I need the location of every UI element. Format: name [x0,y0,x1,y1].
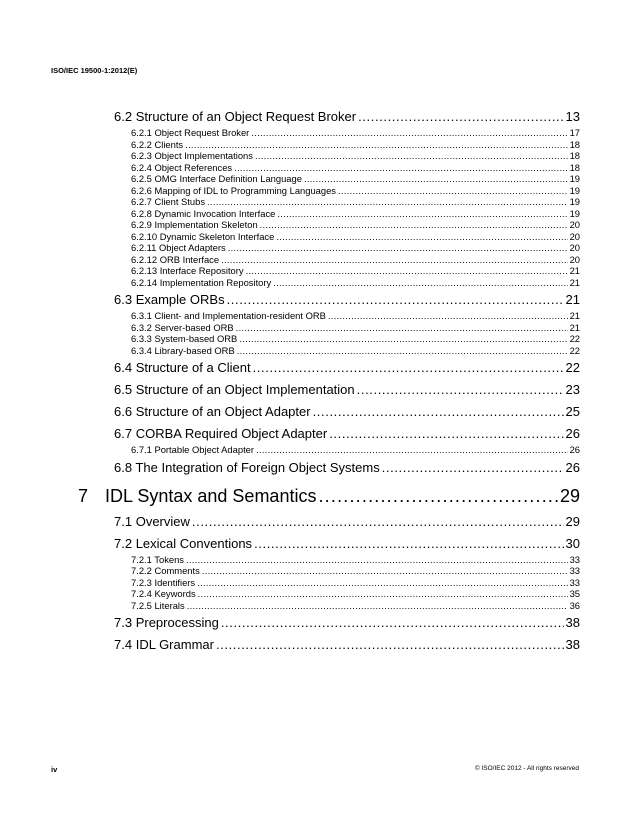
toc-entry-title-text: Client Stubs [154,196,206,207]
dot-leader [382,460,564,475]
toc-entry-page: 26 [565,426,580,441]
toc-entry-level-3[interactable] [131,554,580,566]
toc-entry-level-2[interactable] [114,536,580,554]
toc-entry-number: 6.2.11 [131,242,157,253]
dot-leader [202,565,568,576]
toc-entry-page: 13 [565,109,580,124]
toc-entry-number: 6.3.2 [131,321,152,333]
toc-entry-number: 6.2.1 [131,127,152,138]
toc-entry-title-text: Example ORBs [135,292,225,307]
toc-entry-level-3[interactable] [131,162,580,174]
toc-entry-title [131,277,271,288]
toc-entry-title [131,588,196,599]
dot-leader [198,588,568,599]
dot-leader [273,277,567,288]
toc-entry-title [114,536,252,551]
toc-entry-title-text: Preprocessing [135,615,219,630]
toc-entry-level-3[interactable] [131,185,580,197]
dot-leader [256,444,568,455]
toc-entry-title [114,360,251,375]
toc-entry-title-text: Overview [135,513,190,529]
dot-leader [276,231,567,242]
toc-entry-number: 6.2.13 [131,265,158,276]
toc-entry-number: 6.8 [114,459,133,475]
toc-entry-title [114,404,311,419]
dot-leader [207,196,568,207]
toc-entry-title-text: Identifiers [154,576,196,588]
toc-entry-title-text: Object Adapters [158,242,226,253]
toc-entry-number: 7.2.4 [131,588,152,599]
dot-leader [221,615,564,630]
toc-entry-level-2[interactable] [114,637,580,655]
dot-leader [216,637,564,652]
toc-entry-title-text: Object References [154,161,233,173]
dot-leader [318,486,558,507]
dot-leader [228,242,568,253]
toc-entry-title-text: Object Implementations [154,150,253,161]
toc-entry-title [131,196,205,207]
toc-entry-title [131,577,195,588]
toc-entry-title-text: Literals [154,599,185,611]
page-number-footer: iv [51,765,58,774]
toc-entry-level-3[interactable] [131,231,580,243]
toc-entry-title-text: Implementation Repository [159,276,272,288]
toc-entry-number: 6.2.6 [131,184,152,196]
toc-entry-page: 22 [565,360,580,375]
toc-entry-page: 38 [565,615,580,630]
document-id-header: ISO/IEC 19500-1:2012(E) [51,66,138,75]
toc-entry-title-text: Dynamic Invocation Interface [154,207,276,219]
toc-entry-title [131,127,249,138]
toc-entry-level-3[interactable] [131,588,580,600]
toc-entry-page: 29 [559,485,580,506]
toc-entry-page: 22 [569,333,580,344]
toc-entry-level-2[interactable] [114,460,580,478]
toc-entry-page: 20 [569,219,580,230]
dot-leader [253,360,564,375]
toc-entry-number: 7.3 [114,615,133,630]
toc-entry-number: 7.1 [114,513,133,529]
toc-entry-title-text: Implementation Skeleton [154,219,258,230]
toc-entry-title [131,242,226,253]
toc-entry-page: 35 [569,588,580,599]
toc-entry-title-text: IDL Syntax and Semantics [105,485,317,506]
toc-entry-title [114,514,190,529]
toc-entry-title-text: Server-based ORB [154,321,234,333]
toc-entry-title-text: Interface Repository [159,265,244,276]
toc-entry-title-text: Lexical Conventions [135,535,253,551]
toc-entry-page: 25 [565,404,580,419]
toc-entry-title-text: Library-based ORB [154,344,235,356]
toc-entry-page: 36 [569,599,580,611]
toc-entry-page: 26 [569,444,580,455]
dot-leader [197,577,567,588]
toc-entry-title-text: Clients [154,138,184,150]
toc-entry-title [114,382,355,397]
toc-entry-title [131,162,232,173]
toc-entry-number: 6.2.4 [131,161,152,173]
toc-entry-page: 17 [569,127,580,138]
toc-entry-page: 21 [569,265,580,276]
toc-entry-number: 7.2.5 [131,599,152,611]
toc-entry-page: 38 [565,637,580,652]
dot-leader [246,265,568,276]
toc-entry-level-3[interactable] [131,150,580,162]
toc-entry-page: 33 [569,576,580,588]
toc-entry-page: 21 [569,276,580,288]
toc-entry-number: 7.2.2 [131,565,152,576]
toc-entry-number: 6.2.3 [131,150,152,161]
toc-entry-title-text: CORBA Required Object Adapter [135,426,328,441]
toc-entry-title [114,637,214,652]
toc-entry-title-text: The Integration of Foreign Object Systems [135,459,380,475]
toc-entry-number: 6.2.7 [131,196,152,207]
dot-leader [187,600,568,611]
toc-entry-number: 6.3.3 [131,333,152,344]
toc-entry-page: 19 [569,184,580,196]
toc-entry-title-text: Tokens [154,553,184,565]
toc-entry-title-text: Object Request Broker [154,127,250,138]
toc-entry-page: 18 [569,138,580,150]
toc-entry-page: 18 [569,150,580,161]
toc-entry-title-text: Dynamic Skeleton Interface [159,230,275,242]
dot-leader [254,536,563,551]
toc-entry-level-3[interactable] [131,345,580,357]
toc-entry-title [114,292,225,307]
toc-entry-level-3[interactable] [131,196,580,208]
toc-entry-title-text: Structure of an Object Implementation [135,382,355,397]
copyright-footer: © ISO/IEC 2012 - All rights reserved [474,765,579,772]
toc-entry-title [131,219,258,230]
toc-entry-title [131,444,254,455]
toc-entry-title [114,426,327,441]
toc-entry-level-3[interactable] [131,565,580,577]
toc-entry-number: 6.3 [114,292,133,307]
toc-entry-title-text: Mapping of IDL to Programming Languages [154,184,336,196]
toc-entry-level-3[interactable] [131,208,580,220]
dot-leader [329,426,563,441]
toc-entry-number: 6.2 [114,109,133,124]
toc-entry-number: 6.2.10 [131,230,158,242]
toc-entry-level-3[interactable] [131,444,580,456]
toc-entry-number: 7.2.1 [131,553,152,565]
toc-entry-page: 19 [569,207,580,219]
toc-entry-level-3[interactable] [131,333,580,345]
toc-entry-level-2[interactable] [114,382,580,400]
dot-leader [338,185,568,196]
toc-entry-title-text: Keywords [154,588,196,599]
toc-entry-number: 6.2.14 [131,276,158,288]
toc-entry-title-text: Structure of an Object Adapter [135,404,311,419]
toc-entry-page: 19 [569,173,580,184]
toc-entry-title [131,345,235,356]
toc-entry-title [131,310,326,321]
toc-entry-number: 6.3.1 [131,310,152,321]
dot-leader [227,292,564,307]
toc-entry-level-3[interactable] [131,265,580,277]
toc-entry-title-text: Portable Object Adapter [154,444,255,455]
toc-entry-level-3[interactable] [131,219,580,231]
toc-entry-number: 6.6 [114,404,133,419]
toc-entry-title-text: ORB Interface [159,253,220,265]
toc-entry-number: 7.4 [114,637,133,652]
toc-entry-level-2[interactable] [114,514,580,532]
toc-entry-number: 7.2 [114,535,133,551]
toc-entry-title [131,231,274,242]
toc-entry-title-text: Comments [154,565,200,576]
toc-entry-page: 18 [569,161,580,173]
toc-entry-page: 20 [569,242,580,253]
toc-entry-page: 21 [565,292,580,307]
dot-leader [237,345,568,356]
toc-entry-level-3[interactable] [131,322,580,334]
dot-leader [186,554,568,565]
toc-entry-number: 6.5 [114,382,133,397]
dot-leader [277,208,567,219]
toc-entry-page: 33 [569,565,580,576]
toc-entry-number: 6.7 [114,426,133,441]
toc-entry-page: 30 [565,535,580,551]
toc-entry-title [131,185,336,196]
toc-entry-title [131,322,234,333]
toc-entry-title [78,486,316,507]
toc-entry-number: 7.2.3 [131,576,152,588]
toc-entry-title [131,254,219,265]
toc-entry-level-3[interactable] [131,139,580,151]
dot-leader [236,322,568,333]
toc-entry-title [131,150,253,161]
toc-entry-number: 6.4 [114,360,133,375]
toc-entry-title-text: IDL Grammar [135,637,214,652]
dot-leader [304,173,568,184]
toc-entry-number: 6.7.1 [131,444,152,455]
dot-leader [328,310,568,321]
toc-entry-title [131,208,275,219]
toc-entry-page: 23 [565,382,580,397]
toc-entry-title [114,109,356,124]
toc-entry-level-3[interactable] [131,277,580,289]
toc-entry-number: 7 [78,485,89,506]
toc-entry-page: 21 [569,321,580,333]
dot-leader [358,109,563,124]
toc-entry-title [114,460,380,475]
toc-entry-level-3[interactable] [131,127,580,139]
toc-entry-page: 26 [565,459,580,475]
dot-leader [239,333,567,344]
toc-entry-title-text: Client- and Implementation-resident ORB [154,310,326,321]
toc-entry-number: 6.2.5 [131,173,152,184]
dot-leader [357,382,564,397]
toc-entry-title [114,615,219,630]
toc-entry-title [131,265,244,276]
toc-entry-title [131,600,185,611]
toc-entry-number: 6.2.2 [131,138,152,150]
toc-entry-level-3[interactable] [131,242,580,254]
dot-leader [255,150,568,161]
toc-entry-level-3[interactable] [131,600,580,612]
dot-leader [313,404,564,419]
toc-entry-level-2[interactable] [114,360,580,378]
toc-entry-page: 33 [569,553,580,565]
dot-leader [251,127,567,138]
toc-entry-level-3[interactable] [131,254,580,266]
toc-entry-page: 22 [569,344,580,356]
dot-leader [260,219,568,230]
toc-entry-title [131,565,200,576]
toc-entry-number: 6.3.4 [131,344,152,356]
toc-entry-title-text: OMG Interface Definition Language [154,173,302,184]
toc-entry-level-1[interactable] [78,486,580,510]
toc-entry-level-3[interactable] [131,310,580,322]
table-of-contents [0,109,620,655]
toc-entry-level-2[interactable] [114,615,580,633]
toc-entry-title-text: Structure of a Client [135,360,251,375]
dot-leader [234,162,567,173]
toc-entry-level-2[interactable] [114,109,580,127]
toc-entry-page: 21 [569,310,580,321]
toc-entry-page: 29 [565,513,580,529]
toc-entry-title-text: Structure of an Object Request Broker [135,109,357,124]
toc-entry-page: 19 [569,196,580,207]
dot-leader [192,514,564,529]
toc-entry-level-2[interactable] [114,404,580,422]
toc-entry-level-2[interactable] [114,292,580,310]
toc-entry-title [131,139,183,150]
toc-entry-number: 6.2.8 [131,207,152,219]
toc-entry-number: 6.2.12 [131,253,158,265]
toc-entry-title-text: System-based ORB [154,333,238,344]
toc-entry-title [131,333,237,344]
toc-entry-number: 6.2.9 [131,219,152,230]
dot-leader [221,254,567,265]
dot-leader [185,139,567,150]
toc-entry-level-3[interactable] [131,173,580,185]
toc-entry-page: 20 [569,253,580,265]
toc-entry-page: 20 [569,230,580,242]
toc-entry-title [131,173,302,184]
toc-entry-title [131,554,184,565]
toc-entry-level-3[interactable] [131,577,580,589]
toc-entry-level-2[interactable] [114,426,580,444]
